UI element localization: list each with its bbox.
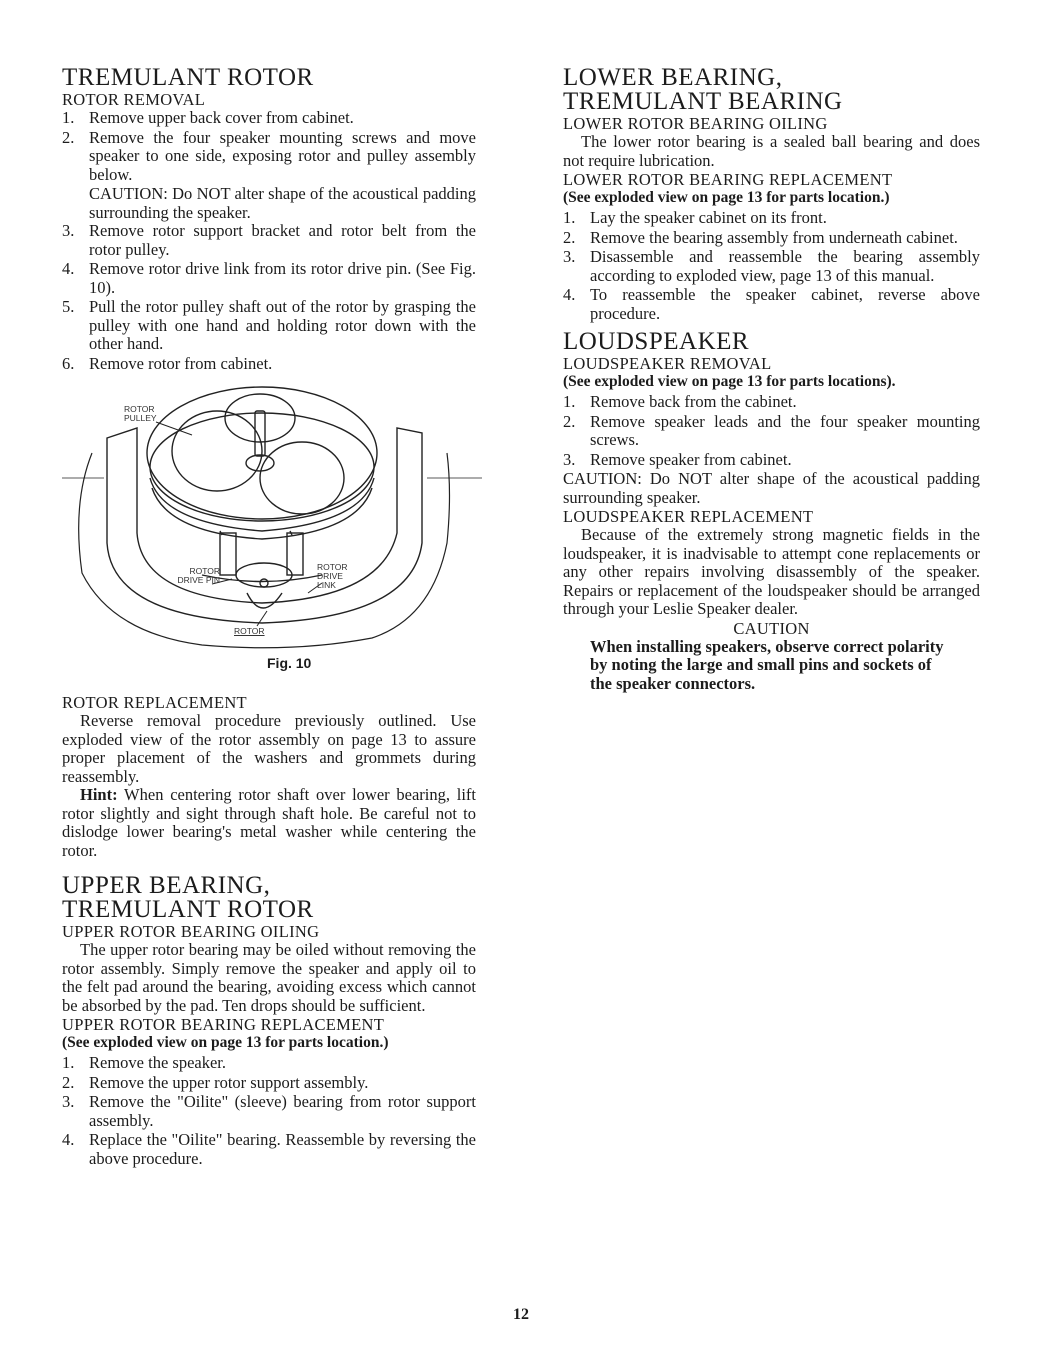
loudspeaker-replacement-text: Because of the extremely strong magnetic fields in the loudspeaker, it is inadvisable to attempt cone replacements or any other repairs involving disassembly of the speaker. Repairs or replacement of the loudspeaker should be arranged through your Leslie Speaker dealer. bbox=[563, 525, 980, 618]
section-title-tremulant-rotor: TREMULANT ROTOR bbox=[62, 64, 314, 91]
heading-lower-rotor-bearing-replacement: LOWER ROTOR BEARING REPLACEMENT bbox=[563, 170, 893, 189]
rotor-removal-steps-continued bbox=[62, 222, 476, 373]
lower-replacement-note: (See exploded view on page 13 for parts location.) bbox=[563, 189, 890, 206]
rotor-replacement-text: Reverse removal procedure previously outlined. Use exploded view of the rotor assembly on page 13 to assure proper placement of the washers and grommets during reassembly. bbox=[62, 711, 476, 786]
label-rotor-drive-pin: ROTOR DRIVE PIN bbox=[177, 566, 220, 585]
upper-replacement-steps bbox=[62, 1054, 476, 1168]
figure-caption: Fig. 10 bbox=[267, 655, 312, 671]
lower-oiling-text: The lower rotor bearing is a sealed ball bearing and does not require lubrication. bbox=[563, 132, 980, 170]
heading-lower-rotor-bearing-oiling: LOWER ROTOR BEARING OILING bbox=[563, 114, 828, 133]
heading-upper-rotor-bearing-oiling: UPPER ROTOR BEARING OILING bbox=[62, 922, 320, 941]
loudspeaker-caution: CAUTION: Do NOT alter shape of the acoustical padding surrounding speaker. bbox=[563, 469, 980, 507]
list-item: 3. Remove the "Oilite" (sleeve) bearing from rotor support assembly. bbox=[62, 1092, 476, 1130]
list-item: 2. Remove the four speaker mounting screws and move speaker to one side, exposing rotor and pulley assembly below. bbox=[62, 127, 476, 184]
list-item: 2. Remove speaker leads and the four speaker mounting screws. bbox=[563, 411, 980, 449]
right-column bbox=[563, 66, 980, 693]
list-item: 4. To reassemble the speaker cabinet, reverse above procedure. bbox=[563, 285, 980, 323]
list-item: 6. Remove rotor from cabinet. bbox=[62, 353, 273, 373]
heading-upper-rotor-bearing-replacement: UPPER ROTOR BEARING REPLACEMENT bbox=[62, 1015, 385, 1034]
removal-caution: CAUTION: Do NOT alter shape of the acoustical padding surrounding the speaker. bbox=[89, 184, 476, 222]
list-item: 1. Lay the speaker cabinet on its front. bbox=[563, 208, 827, 227]
list-item: 4. Remove rotor drive link from its rotor drive pin. (See Fig. 10). bbox=[62, 259, 476, 297]
list-item: 1. Remove the speaker. bbox=[62, 1053, 226, 1072]
figure-10-rotor-diagram bbox=[62, 383, 482, 683]
list-item: 4. Replace the "Oilite" bearing. Reassemble by reversing the above procedure. bbox=[62, 1130, 476, 1168]
list-item: 3. Remove rotor support bracket and rotor belt from the rotor pulley. bbox=[62, 221, 476, 259]
list-item: 2. Remove the bearing assembly from underneath cabinet. bbox=[563, 227, 958, 247]
section-title-loudspeaker: LOUDSPEAKER bbox=[563, 328, 750, 355]
rotor-removal-steps bbox=[62, 109, 476, 184]
left-column bbox=[62, 66, 476, 1169]
label-rotor-drive-link: ROTOR DRIVE LINK bbox=[317, 562, 348, 590]
upper-replacement-note: (See exploded view on page 13 for parts location.) bbox=[62, 1034, 389, 1051]
label-rotor-pulley: ROTOR PULLEY bbox=[124, 404, 157, 423]
list-item: 5. Pull the rotor pulley shaft out of the rotor by grasping the pulley with one hand and holding rotor down with the other hand. bbox=[62, 297, 476, 353]
loudspeaker-removal-note: (See exploded view on page 13 for parts locations). bbox=[563, 373, 896, 390]
lower-replacement-steps bbox=[563, 209, 980, 323]
section-title-lower-bearing: LOWER BEARING, bbox=[563, 64, 783, 91]
hint-paragraph bbox=[62, 786, 476, 860]
list-item: 1. Remove back from the cabinet. bbox=[563, 392, 797, 411]
heading-rotor-removal: ROTOR REMOVAL bbox=[62, 90, 206, 109]
page-number: 12 bbox=[513, 1306, 529, 1323]
label-rotor: ROTOR bbox=[234, 626, 265, 636]
hint-text: When centering rotor shaft over lower bearing, lift rotor slightly and sight through shaft hole. Be careful not to dislodge lower bearing's metal washer while centering the rotor. bbox=[62, 785, 476, 860]
list-item: 1. Remove upper back cover from cabinet. bbox=[62, 108, 354, 127]
section-title-upper-bearing: UPPER BEARING, bbox=[62, 872, 271, 899]
heading-rotor-replacement: ROTOR REPLACEMENT bbox=[62, 693, 247, 712]
section-title-tremulant-rotor-2: TREMULANT ROTOR bbox=[62, 896, 314, 923]
heading-loudspeaker-removal: LOUDSPEAKER REMOVAL bbox=[563, 354, 772, 373]
heading-loudspeaker-replacement: LOUDSPEAKER REPLACEMENT bbox=[563, 507, 814, 526]
list-item: 3. Disassemble and reassemble the bearing assembly according to exploded view, page 13 of this manual. bbox=[563, 247, 980, 285]
loudspeaker-removal-steps bbox=[563, 393, 980, 469]
section-title-tremulant-bearing: TREMULANT BEARING bbox=[563, 88, 843, 115]
caution-heading: CAUTION bbox=[733, 618, 810, 638]
caution-text: When installing speakers, observe correct polarity by noting the large and small pins and sockets of the speaker connectors. bbox=[590, 636, 944, 693]
upper-oiling-text: The upper rotor bearing may be oiled without removing the rotor assembly. Simply remove the speaker and apply oil to the felt pad around the bearing, avoiding excess which cannot be absorbed by the pad. Ten drops should be sufficient. bbox=[62, 940, 476, 1015]
list-item: 3. Remove speaker from cabinet. bbox=[563, 449, 792, 469]
list-item: 2. Remove the upper rotor support assembly. bbox=[62, 1072, 369, 1092]
hint-label: Hint: bbox=[80, 785, 118, 804]
